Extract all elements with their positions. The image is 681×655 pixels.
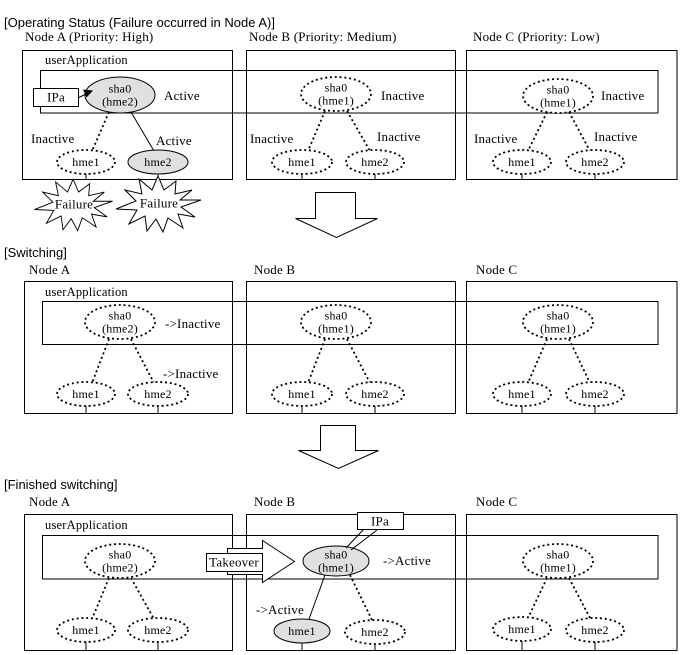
sha0-label: sha0 (hme2) — [102, 547, 138, 574]
sha0-label: sha0 (hme1) — [318, 547, 354, 574]
sha0-status: Inactive — [601, 88, 645, 103]
hme2-status: Active — [156, 133, 192, 148]
sha0-label: sha0 (hme1) — [318, 308, 354, 335]
hme2-label: hme2 — [361, 624, 389, 639]
hme2-status: ->Inactive — [163, 366, 219, 381]
hme2-label: hme2 — [361, 154, 389, 169]
down-arrow-icon — [296, 193, 378, 238]
section-finished-switching-graphics — [25, 513, 678, 651]
hme1-label: hme1 — [72, 154, 100, 169]
hme2-status: Inactive — [594, 129, 638, 144]
sha0-label: sha0 (hme2) — [102, 81, 138, 108]
section-heading: [Operating Status (Failure occurred in Node A)] — [4, 15, 275, 30]
sha0-status: Inactive — [381, 88, 425, 103]
user-application-label: userApplication — [45, 518, 128, 532]
hme1-status: Inactive — [31, 131, 75, 146]
user-application-label: userApplication — [45, 285, 128, 299]
sha0-label: sha0 (hme2) — [102, 308, 138, 335]
node-c-title: Node C — [476, 262, 518, 277]
node-a-title: Node A — [29, 494, 71, 509]
down-arrow-icon — [299, 426, 379, 469]
hme1-label: hme1 — [288, 623, 316, 638]
hme1-label: hme1 — [72, 622, 100, 637]
hme2-status: Inactive — [377, 129, 421, 144]
node-c-title: Node C (Priority: Low) — [473, 29, 600, 44]
hme2-label: hme2 — [144, 622, 172, 637]
hme2-label: hme2 — [361, 386, 389, 401]
sha0-label: sha0 (hme1) — [540, 308, 576, 335]
node-a-title: Node A — [29, 262, 71, 277]
sha0-label: sha0 (hme1) — [540, 82, 576, 109]
section-switching-graphics — [25, 282, 678, 414]
hme1-status: Inactive — [474, 131, 518, 146]
hme1-label: hme1 — [72, 386, 100, 401]
hme1-label: hme1 — [508, 154, 536, 169]
node-a-title: Node A (Priority: High) — [25, 29, 154, 44]
failure-label: Failure — [139, 195, 179, 211]
node-b-title: Node B — [254, 494, 296, 509]
hme1-label: hme1 — [508, 386, 536, 401]
failure-label: Failure — [54, 196, 94, 212]
hme1-label: hme1 — [288, 154, 316, 169]
node-a-box — [23, 51, 233, 180]
sha0-label: sha0 (hme1) — [540, 547, 576, 574]
hme2-label: hme2 — [581, 154, 609, 169]
section-heading: [Switching] — [4, 245, 67, 260]
sha0-status: ->Active — [383, 553, 431, 568]
hme2-label: hme2 — [144, 386, 172, 401]
sha0-label: sha0 (hme1) — [318, 80, 354, 107]
node-c-title: Node C — [476, 494, 518, 509]
hme2-label: hme2 — [581, 622, 609, 637]
hme2-label: hme2 — [144, 154, 172, 169]
hme2-label: hme2 — [581, 386, 609, 401]
node-b-title: Node B (Priority: Medium) — [249, 29, 397, 44]
ipa-label: IPa — [47, 89, 65, 105]
takeover-label: Takeover — [209, 554, 259, 570]
hme1-status: Inactive — [250, 131, 294, 146]
hme1-status: ->Active — [256, 602, 304, 617]
hme1-label: hme1 — [288, 386, 316, 401]
node-b-title: Node B — [254, 262, 296, 277]
sha0-status: Active — [164, 88, 200, 103]
sha0-status: ->Inactive — [165, 316, 221, 331]
section-heading: [Finished switching] — [4, 477, 118, 492]
hme1-label: hme1 — [508, 621, 536, 636]
user-application-label: userApplication — [45, 53, 128, 67]
ipa-label: IPa — [371, 513, 389, 529]
